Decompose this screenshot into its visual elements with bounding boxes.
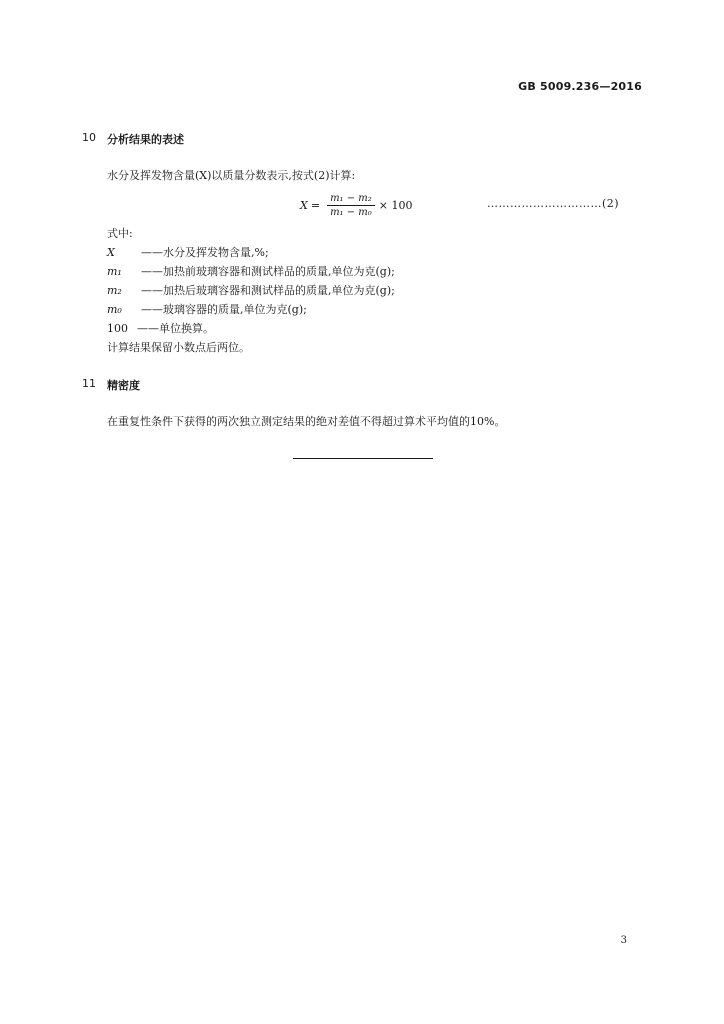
formula-numerator: m₁ − m₂ [327,193,375,206]
formula-denominator: m₁ − m₀ [330,206,372,218]
definition-symbol: 100 [107,322,128,335]
definition-m0 [107,300,307,319]
end-rule [293,458,433,459]
section-10-intro: 水分及挥发物含量(X)以质量分数表示,按式(2)计算: [107,169,356,182]
definition-text: ——水分及挥发物含量,%; [141,246,269,259]
definition-symbol: m₂ [107,284,122,297]
definition-m2 [107,281,395,300]
formula-fraction [327,193,375,218]
formula-equals: = [310,198,321,212]
page-number: 3 [620,935,627,946]
formula-lhs: X [300,198,308,212]
definition-symbol: m₀ [107,303,122,316]
definition-x [107,243,269,262]
definition-text: ——单位换算。 [137,322,214,335]
equation-number: …………………………(2) [487,197,620,210]
section-11-number: 11 [82,377,96,390]
definition-symbol: m₁ [107,265,122,278]
section-10-number: 10 [82,131,96,144]
section-11-title: 精密度 [107,379,140,392]
definition-text: ——加热后玻璃容器和测试样品的质量,单位为克(g); [141,284,395,297]
section-11-text: 在重复性条件下获得的两次独立测定结果的绝对差值不得超过算术平均值的10%。 [107,415,506,428]
standard-number: GB 5009.236—2016 [518,80,642,93]
definition-100 [107,319,214,338]
definition-symbol: X [107,246,115,259]
definition-text: ——玻璃容器的质量,单位为克(g); [141,303,307,316]
rounding-note: 计算结果保留小数点后两位。 [107,341,250,354]
definition-m1 [107,262,395,281]
section-10-title: 分析结果的表述 [107,133,184,146]
formula-multiplier: × 100 [378,198,413,212]
formula-2 [300,187,413,223]
where-label: 式中: [107,227,133,240]
definition-text: ——加热前玻璃容器和测试样品的质量,单位为克(g); [141,265,395,278]
